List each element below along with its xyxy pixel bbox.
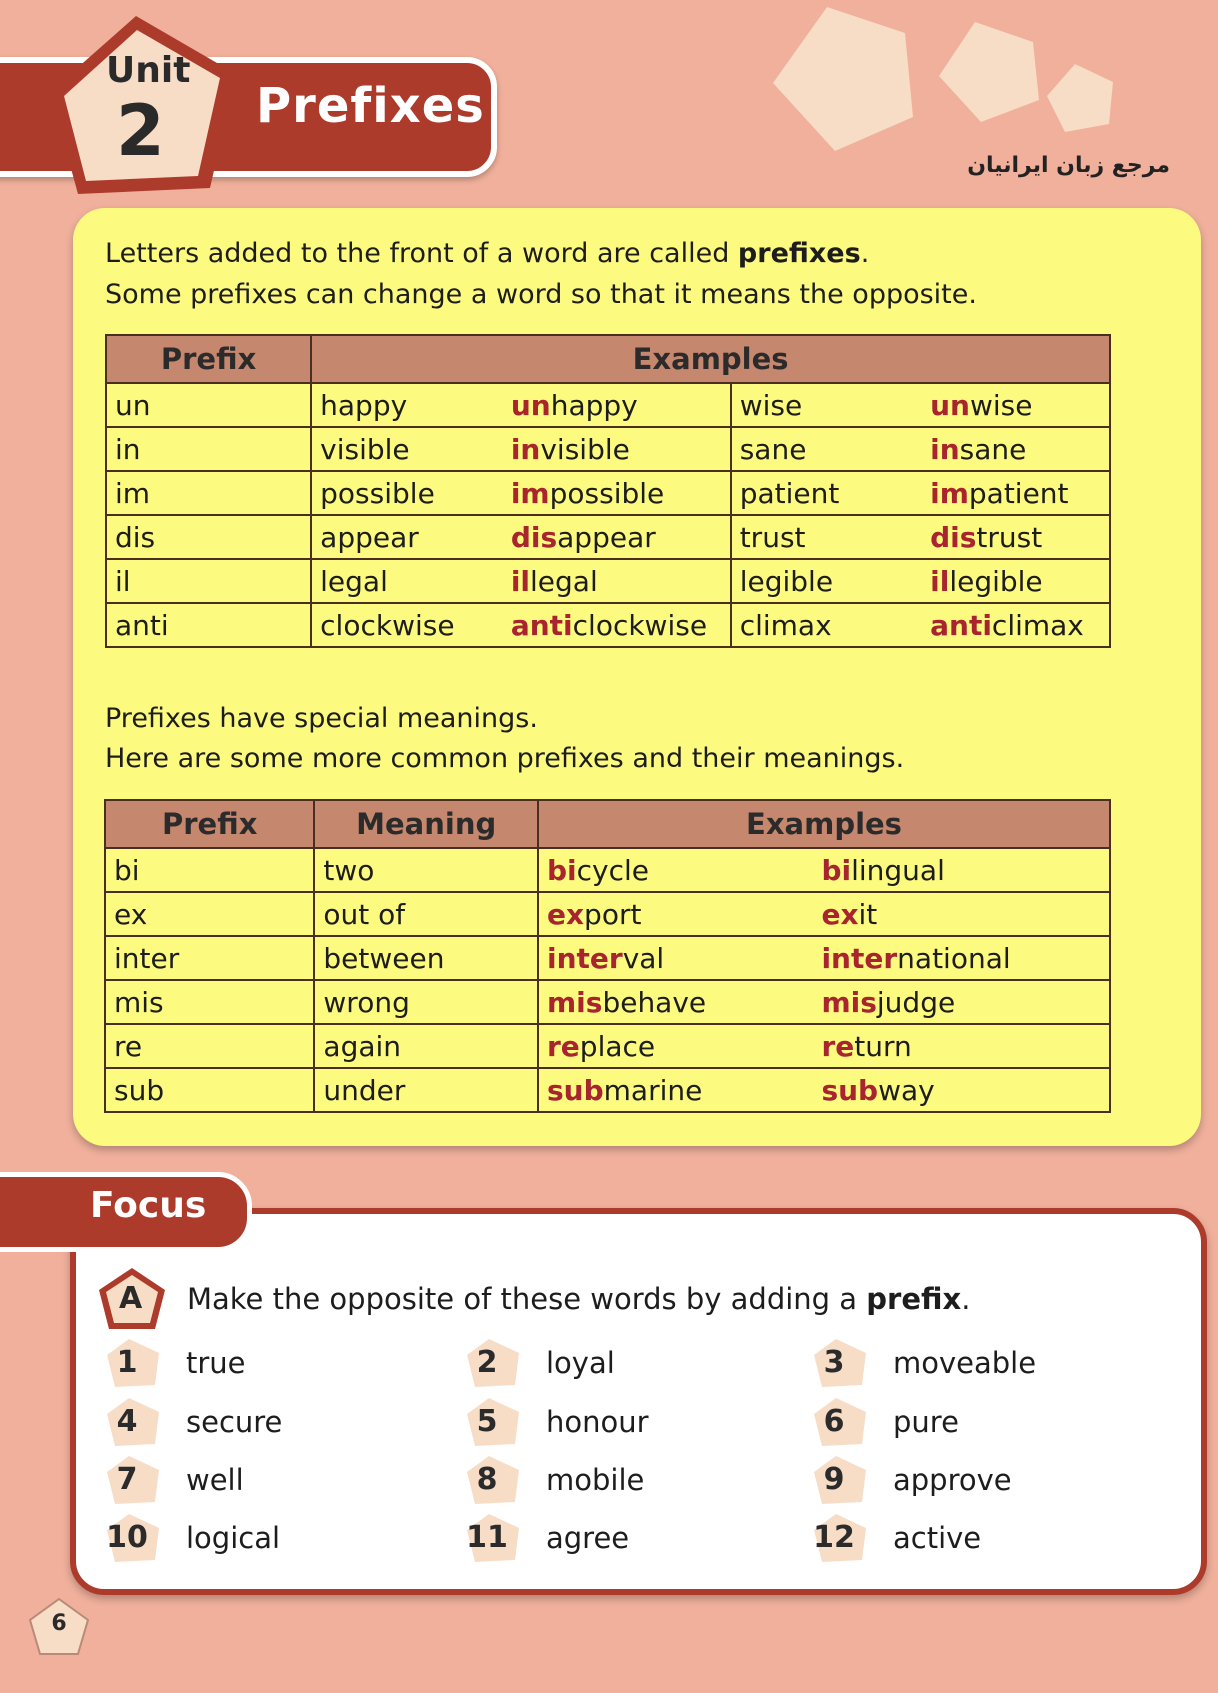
meaning-cell: between	[314, 936, 538, 980]
base-word-cell: trust	[731, 515, 922, 559]
prefix-cell: il	[106, 559, 311, 603]
prefix-highlight: bi	[821, 853, 852, 887]
derived-word-cell	[922, 383, 1110, 427]
item-number: 11	[466, 1520, 508, 1555]
prefix-highlight: in	[510, 432, 541, 466]
column-header: Prefix	[105, 800, 314, 848]
table-row	[105, 1024, 1110, 1068]
item-number: 8	[476, 1462, 498, 1497]
item-number: 3	[823, 1345, 845, 1380]
decorative-pentagon-icon	[1045, 62, 1117, 134]
item-word: agree	[546, 1521, 630, 1555]
word-root: turn	[854, 1029, 912, 1063]
decorative-pentagon-icon	[935, 20, 1045, 125]
table-header-row	[106, 335, 1110, 383]
item-number: 7	[116, 1462, 138, 1497]
example-cell	[813, 1024, 1110, 1068]
derived-word-cell	[922, 515, 1110, 559]
word-root: place	[579, 1029, 656, 1063]
example-cell	[538, 1068, 813, 1112]
item-word: honour	[546, 1405, 649, 1439]
item-word: mobile	[546, 1463, 645, 1497]
word-root: national	[897, 941, 1011, 975]
derived-word-cell	[922, 427, 1110, 471]
word-root: lingual	[851, 853, 945, 887]
item-word: moveable	[893, 1346, 1037, 1380]
item-word: loyal	[546, 1346, 615, 1380]
prefix-highlight: mis	[821, 985, 877, 1019]
table-row	[106, 515, 1110, 559]
example-cell	[813, 1068, 1110, 1112]
example-cell	[538, 936, 813, 980]
base-word-cell: sane	[731, 427, 922, 471]
example-cell	[538, 1024, 813, 1068]
prefix-cell: un	[106, 383, 311, 427]
derived-word-cell	[922, 603, 1110, 647]
table-row	[105, 892, 1110, 936]
item-number: 6	[823, 1404, 845, 1439]
word-root: happy	[550, 388, 638, 422]
prefix-highlight: anti	[930, 608, 992, 642]
prefix-highlight: mis	[546, 985, 603, 1019]
example-cell	[813, 980, 1110, 1024]
column-header: Prefix	[106, 335, 311, 383]
derived-word-cell	[503, 383, 731, 427]
meaning-cell: under	[314, 1068, 538, 1112]
intro-punct: .	[860, 238, 870, 269]
base-word-cell: possible	[311, 471, 503, 515]
derived-word-cell	[503, 603, 731, 647]
prefix-highlight: re	[546, 1029, 580, 1063]
table-row	[106, 471, 1110, 515]
base-word-cell: appear	[311, 515, 503, 559]
item-word: true	[186, 1346, 246, 1380]
unit-number: 2	[116, 90, 165, 172]
column-header: Examples	[311, 335, 1110, 383]
page-number: 6	[51, 1611, 67, 1636]
meaning-cell: out of	[314, 892, 538, 936]
prefix-highlight: re	[821, 1029, 855, 1063]
meaning-cell: again	[314, 1024, 538, 1068]
prefix-cell: dis	[106, 515, 311, 559]
table-row	[105, 980, 1110, 1024]
meaning-cell: two	[314, 848, 538, 892]
word-root: port	[584, 897, 642, 931]
item-number: 2	[476, 1345, 498, 1380]
exercise-instruction	[187, 1282, 970, 1316]
example-cell	[813, 936, 1110, 980]
exercise-letter: A	[119, 1281, 143, 1316]
item-number: 9	[823, 1462, 845, 1497]
word-root: appear	[557, 520, 656, 554]
word-root: val	[622, 941, 665, 975]
prefix-highlight: ex	[546, 897, 585, 931]
item-number: 1	[116, 1345, 138, 1380]
derived-word-cell	[503, 471, 731, 515]
prefix-highlight: im	[930, 476, 969, 510]
site-watermark: مرجع زبان ایرانیان	[967, 153, 1170, 178]
word-root: legible	[949, 564, 1043, 598]
word-root: sane	[959, 432, 1027, 466]
item-number: 4	[116, 1404, 138, 1439]
prefix-highlight: dis	[930, 520, 977, 554]
base-word-cell: patient	[731, 471, 922, 515]
instruction-keyword: prefix	[866, 1282, 962, 1316]
prefix-highlight: inter	[821, 941, 898, 975]
table-row	[106, 559, 1110, 603]
prefix-highlight: sub	[546, 1073, 604, 1107]
table-row	[105, 936, 1110, 980]
word-root: legal	[530, 564, 598, 598]
prefix-highlight: im	[510, 476, 550, 510]
prefix-highlight: il	[930, 564, 950, 598]
column-header: Meaning	[314, 800, 538, 848]
word-root: behave	[602, 985, 707, 1019]
meanings-line-1: Prefixes have special meanings.	[105, 703, 538, 734]
base-word-cell: happy	[311, 383, 503, 427]
table-row	[105, 848, 1110, 892]
word-root: possible	[549, 476, 665, 510]
intro-text: Letters added to the front of a word are called	[105, 238, 738, 269]
instruction-punct: .	[961, 1282, 971, 1316]
derived-word-cell	[503, 515, 731, 559]
prefix-highlight: anti	[510, 608, 573, 642]
prefix-meanings-table	[104, 799, 1111, 1113]
example-cell	[813, 892, 1110, 936]
prefix-highlight: ex	[821, 897, 859, 931]
word-root: patient	[968, 476, 1069, 510]
prefix-highlight: bi	[546, 853, 577, 887]
word-root: way	[878, 1073, 935, 1107]
table-row	[105, 1068, 1110, 1112]
decorative-pentagon-icon	[765, 5, 925, 155]
item-number: 5	[476, 1404, 498, 1439]
prefix-highlight: inter	[546, 941, 623, 975]
prefix-cell: in	[106, 427, 311, 471]
unit-label: Unit	[106, 50, 191, 91]
prefix-cell: sub	[105, 1068, 314, 1112]
word-root: visible	[540, 432, 630, 466]
meanings-line-2: Here are some more common prefixes and their meanings.	[105, 743, 905, 774]
item-number: 10	[106, 1520, 148, 1555]
word-root: it	[858, 897, 878, 931]
base-word-cell: wise	[731, 383, 922, 427]
column-header: Examples	[538, 800, 1110, 848]
base-word-cell: climax	[731, 603, 922, 647]
item-word: active	[893, 1521, 982, 1555]
item-word: approve	[893, 1463, 1012, 1497]
prefix-highlight: un	[510, 388, 551, 422]
page-title: Prefixes	[256, 78, 485, 134]
prefix-cell: mis	[105, 980, 314, 1024]
prefix-highlight: dis	[510, 520, 558, 554]
word-root: cycle	[576, 853, 649, 887]
prefix-cell: re	[105, 1024, 314, 1068]
prefix-highlight: il	[510, 564, 531, 598]
word-root: clockwise	[572, 608, 708, 642]
table-header-row	[105, 800, 1110, 848]
prefix-cell: bi	[105, 848, 314, 892]
word-root: judge	[876, 985, 956, 1019]
word-root: trust	[976, 520, 1043, 554]
prefix-cell: anti	[106, 603, 311, 647]
item-word: pure	[893, 1405, 959, 1439]
word-root: climax	[991, 608, 1084, 642]
focus-label: Focus	[90, 1185, 207, 1226]
example-cell	[538, 892, 813, 936]
example-cell	[538, 980, 813, 1024]
prefix-highlight: un	[930, 388, 970, 422]
prefix-cell: inter	[105, 936, 314, 980]
item-word: logical	[186, 1521, 281, 1555]
word-root: wise	[969, 388, 1033, 422]
instruction-text: Make the opposite of these words by adding a	[187, 1282, 867, 1316]
derived-word-cell	[503, 559, 731, 603]
base-word-cell: legal	[311, 559, 503, 603]
meaning-cell: wrong	[314, 980, 538, 1024]
prefix-opposites-table	[105, 334, 1111, 648]
prefix-highlight: sub	[821, 1073, 879, 1107]
derived-word-cell	[922, 559, 1110, 603]
item-word: secure	[186, 1405, 283, 1439]
derived-word-cell	[922, 471, 1110, 515]
derived-word-cell	[503, 427, 731, 471]
intro-line-1	[105, 238, 869, 269]
prefix-highlight: in	[930, 432, 960, 466]
table-row	[106, 383, 1110, 427]
base-word-cell: legible	[731, 559, 922, 603]
prefix-cell: ex	[105, 892, 314, 936]
word-root: marine	[603, 1073, 703, 1107]
base-word-cell: clockwise	[311, 603, 503, 647]
table-row	[106, 427, 1110, 471]
intro-keyword: prefixes	[737, 238, 861, 269]
item-number: 12	[813, 1520, 855, 1555]
example-cell	[538, 848, 813, 892]
intro-line-2: Some prefixes can change a word so that it means the opposite.	[105, 279, 977, 310]
example-cell	[813, 848, 1110, 892]
table-row	[106, 603, 1110, 647]
prefix-cell: im	[106, 471, 311, 515]
base-word-cell: visible	[311, 427, 503, 471]
item-word: well	[186, 1463, 244, 1497]
